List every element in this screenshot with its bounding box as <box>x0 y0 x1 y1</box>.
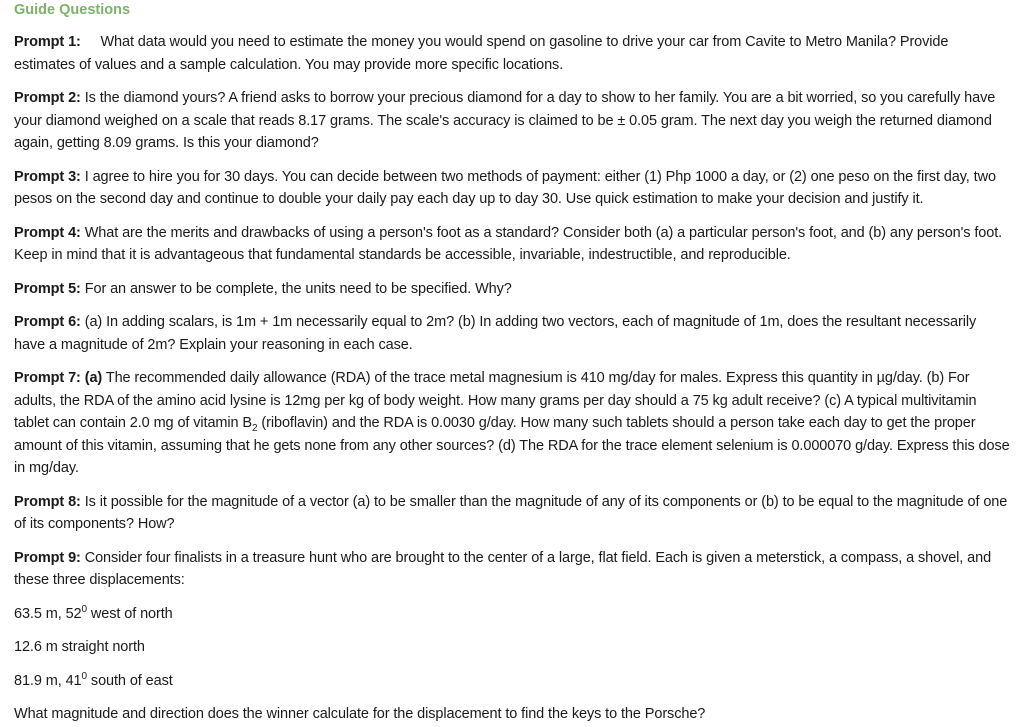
prompt-3 <box>14 166 1010 211</box>
displacement-value: 12.6 m straight north <box>14 639 145 655</box>
displacement-2 <box>14 636 1010 659</box>
prompt-8 <box>14 491 1010 536</box>
prompt-text: For an answer to be complete, the units need to be specified. Why? <box>84 280 512 297</box>
prompt-6 <box>14 311 1010 356</box>
prompt-part-label: (a) <box>84 370 103 386</box>
prompt-label: Prompt 6: <box>14 314 81 330</box>
prompt-label: Prompt 5: <box>14 280 81 297</box>
prompt-2 <box>14 87 1010 155</box>
prompt-text: Consider four finalists in a treasure hunt who are brought to the center of a large, flat field. Each is given a meterstick, a compass, a shovel, and these three displacements: <box>14 549 992 588</box>
degree-superscript: 0 <box>81 603 87 615</box>
displacement-value: 63.5 m, 52 <box>14 605 82 622</box>
displacement-1 <box>14 603 1010 626</box>
displacement-value: 81.9 m, 41 <box>14 672 82 689</box>
prompt-text: Is it possible for the magnitude of a vector (a) to be smaller than the magnitude of any of its components or (b) to be equal to the magnitude of one of its components? How? <box>14 493 1008 532</box>
prompt-label: Prompt 8: <box>14 493 81 510</box>
prompt-7 <box>14 367 1010 480</box>
prompt-4 <box>14 222 1010 267</box>
page-title: Guide Questions <box>14 2 131 18</box>
prompt-label: Prompt 7: <box>14 370 81 386</box>
prompt-text: What data would you need to estimate the money you would spend on gasoline to drive your car from Cavite to Metro Manila? Provide estimates of values and a sample calculation. You may provide more specific locations. <box>14 34 949 73</box>
prompt-text: The recommended daily allowance (RDA) of the trace metal magnesium is 410 mg/day for males. Express this quantity in µg/day. (b) For adults, the RDA of the amino acid lysine is 12mg per kg of body weight. How many grams per day should a 75 kg adult receive? (c) A typical multivitamin tablet can contain 2.0 mg of vitamin B <box>14 370 977 431</box>
prompt-text: I agree to hire you for 30 days. You can decide between two methods of payment: either (1) Php 1000 a day, or (2) one peso on the first day, two pesos on the second day and continue to double your daily pay each day up to day 30. Use quick estimation to make your decision and justify it. <box>14 168 996 207</box>
prompt-label: Prompt 1: <box>14 34 81 50</box>
displacement-direction: south of east <box>86 672 173 689</box>
prompt-label: Prompt 9: <box>14 549 81 566</box>
prompt-label: Prompt 4: <box>14 224 81 241</box>
final-question: What magnitude and direction does the winner calculate for the displacement to find the keys to the Porsche? <box>14 706 706 722</box>
displacement-direction: west of north <box>86 605 173 622</box>
subscript: 2 <box>252 422 258 434</box>
prompt-label: Prompt 2: <box>14 90 81 106</box>
prompt-text: Is the diamond yours? A friend asks to borrow your precious diamond for a day to show to her family. You are a bit worried, so you carefully have your diamond weighed on a scale that reads 8.17 grams. The scale's accuracy is claimed to be ± 0.05 gram. The next day you weigh the returned diamond again, getting 8.09 grams. Is this your diamond? <box>14 90 996 151</box>
prompt-text: (a) In adding scalars, is 1m + 1m necessarily equal to 2m? (b) In adding two vectors, each of magnitude of 1m, does the resultant necessarily have a magnitude of 2m? Explain your reasoning in each case. <box>14 314 977 353</box>
prompt-1 <box>14 31 1010 76</box>
prompt-text-continued: (riboflavin) and the RDA is 0.0030 g/day. How many such tablets should a person take each day to get the proper amount of this vitamin, assuming that he gets none from any other sources? (d) The RDA for the trace element selenium is 0.000070 g/day. Express this dose in mg/day. <box>14 415 1010 476</box>
displacement-3 <box>14 670 1010 693</box>
prompt-9 <box>14 547 1010 592</box>
document-page <box>14 0 1010 726</box>
prompt-label: Prompt 3: <box>14 168 81 185</box>
prompt-text: What are the merits and drawbacks of using a person's foot as a standard? Consider both (a) a particular person's foot, and (b) any person's foot. Keep in mind that it is advantageous that fundamental standards be accessible, invariable, indestructible, and reproducible. <box>14 224 1003 263</box>
prompt-5 <box>14 278 1010 301</box>
degree-superscript: 0 <box>81 670 87 682</box>
